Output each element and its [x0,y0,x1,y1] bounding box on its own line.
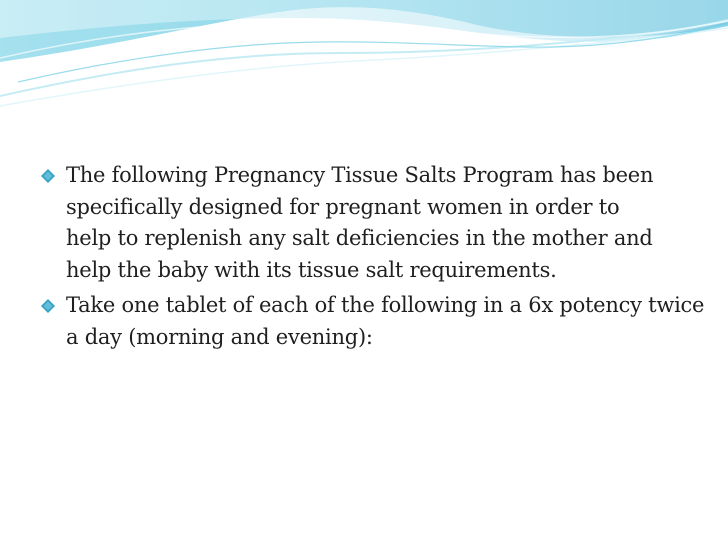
bullet-text: The following Pregnancy Tissue Salts Program has been specifically designed for pregnant women in order to help to replenish any salt deficiencies in the mother and help the baby with its tissue salt requirements. [66,163,654,282]
diamond-bullet-icon [40,168,56,184]
diamond-bullet-icon [40,298,56,314]
bullet-text: Take one tablet of each of the following in a 6x potency twice a day (morning and evening): [66,293,705,349]
bullet-item [0,290,705,353]
slide-content [0,160,705,420]
bullet-item [0,160,700,286]
top-wave-decoration [0,0,728,110]
